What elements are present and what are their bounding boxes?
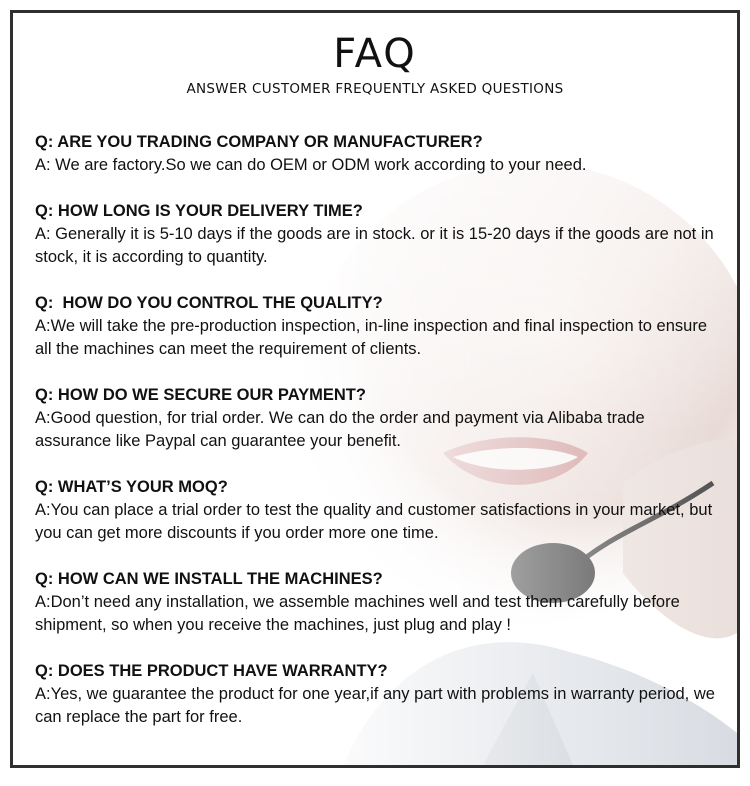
faq-answer: A: Generally it is 5-10 days if the goods are in stock. or it is 15-20 days if the goods are not in stock, it is according to quantity. (35, 225, 714, 266)
faq-question: Q: ARE YOU TRADING COMPANY OR MANUFACTURER? (35, 133, 483, 151)
faq-panel (10, 10, 740, 768)
faq-answer: A:We will take the pre-production inspection, in-line inspection and final inspection to ensure all the machines can meet the requirement of clients. (35, 317, 707, 358)
page-subtitle: ANSWER CUSTOMER FREQUENTLY ASKED QUESTIONS (186, 81, 564, 97)
faq-question: Q: HOW CAN WE INSTALL THE MACHINES? (35, 570, 383, 588)
faq-item (35, 384, 715, 453)
faq-answer: A:Good question, for trial order. We can do the order and payment via Alibaba trade assurance like Paypal can guarantee your benefit. (35, 409, 645, 450)
faq-question: Q: WHAT’S YOUR MOQ? (35, 478, 228, 496)
faq-item (35, 476, 715, 545)
faq-item (35, 200, 715, 269)
faq-question: Q: DOES THE PRODUCT HAVE WARRANTY? (35, 662, 388, 680)
faq-answer: A:You can place a trial order to test the quality and customer satisfactions in your market, but you can get more discounts if you order more one time. (35, 501, 713, 542)
faq-question: Q: HOW LONG IS YOUR DELIVERY TIME? (35, 202, 363, 220)
faq-question: Q: HOW DO WE SECURE OUR PAYMENT? (35, 386, 366, 404)
faq-item (35, 131, 715, 177)
faq-item (35, 660, 715, 729)
faq-item (35, 568, 715, 637)
faq-list (35, 131, 715, 752)
page-title: FAQ (333, 31, 417, 77)
faq-answer: A:Don’t need any installation, we assemble machines well and test them carefully before shipment, so when you receive the machines, just plug and play ! (35, 593, 680, 634)
faq-question: Q: HOW DO YOU CONTROL THE QUALITY? (35, 294, 383, 312)
faq-answer: A: We are factory.So we can do OEM or ODM work according to your need. (35, 156, 587, 174)
faq-item (35, 292, 715, 361)
faq-answer: A:Yes, we guarantee the product for one year,if any part with problems in warranty period, we can replace the part for free. (35, 685, 715, 726)
